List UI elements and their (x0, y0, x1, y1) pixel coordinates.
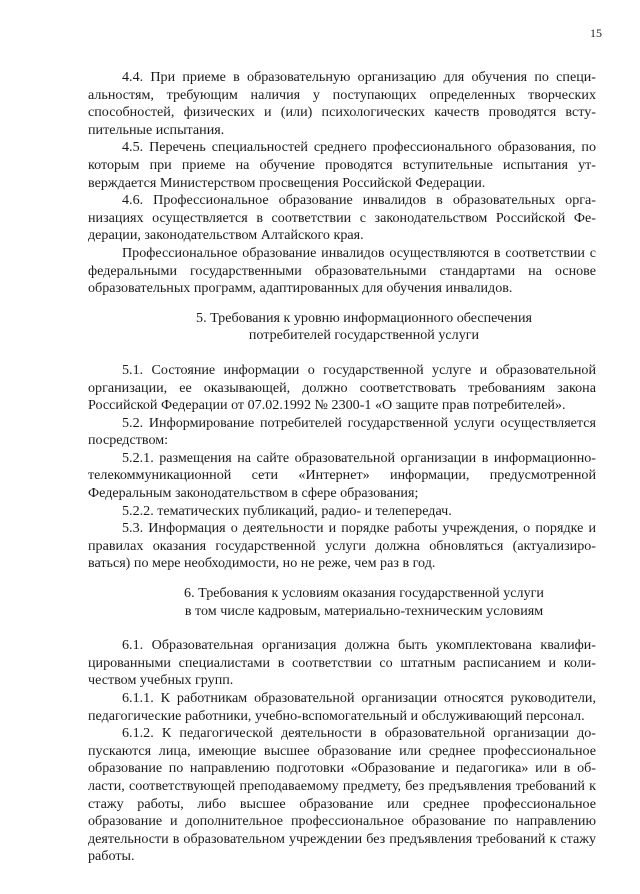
section-5-heading-line-1: 5. Требования к уровню информационного обеспечения (196, 309, 532, 326)
paragraph-4-6: 4.6. Профессиональное образование инвалидов в образовательных организациях осуществляется в соответствии с законодательством Российской Федерации, законодательством Алтайского края. (88, 192, 596, 244)
paragraph-4-5: 4.5. Перечень специальностей среднего профессионального образования, по которым при приеме на обучение проводятся вступительные испытания утверждается Министерством просвещения Российской Федерации. (88, 139, 596, 191)
paragraph-4-4: 4.4. При приеме в образовательную организацию для обучения по специальностям, требующим наличия у поступающих определенных творческих способностей, физических и (или) психологических качеств проводятся вступительные испытания. (88, 69, 596, 138)
spacer (88, 573, 596, 585)
spacer (88, 620, 596, 637)
paragraph-4-6-continued: Профессиональное образование инвалидов осуществляются в соответствии с федеральными государственными образовательными стандартами на основе образовательных программ, адаптированных для обучения инвалидов. (88, 244, 596, 297)
paragraph-5-2: 5.2. Информирование потребителей государственной услуги осуществляется посредством: (88, 414, 596, 449)
spacer (88, 345, 596, 362)
paragraph-5-2-2: 5.2.2. тематических публикаций, радио- и телепередач. (122, 502, 452, 519)
paragraph-6-1: 6.1. Образовательная организация должна быть укомплектована квалифицированными специалистами в соответствии со штатным расписанием и количеством учебных групп. (88, 637, 596, 689)
section-6-heading (88, 585, 596, 620)
paragraph-6-1-1: 6.1.1. К работникам образовательной организации относятся руководители, педагогические работники, учебно-вспомогательный и обслуживающий персонал. (88, 690, 596, 724)
section-6-heading-line-1: 6. Требования к условиям оказания государственной услуги (184, 585, 544, 602)
paragraph-5-3: 5.3. Информация о деятельности и порядке работы учреждения, о порядке и правилах оказания государственной услуги должна обновляться (актуализироваться) по мере необходимости, но не реже, чем раз в год. (88, 520, 596, 572)
paragraph-5-1: 5.1. Состояние информации о государственной услуге и образовательной организации, ее оказывающей, должно соответствовать требованиям закона Российской Федерации от 07.02.1992 № 2300-1 «О защите прав потребителей». (88, 361, 596, 414)
section-5-heading-line-2: потребителей государственной услуги (248, 327, 480, 344)
paragraph-6-1-2: 6.1.2. К педагогической деятельности в образовательной организации допускаются лица, имеющие высшее образование или среднее профессиональное образование по направлению подготовки «Образование и педагогика» или в области, соответствующей преподаваемому предмету, без предъявления требований к стажу работы, либо высшее образование или среднее профессиональное образование и дополнительное профессиональное образование по направлению деятельности в образовательном учреждении без предъявления требований к стажу работы. (88, 725, 596, 865)
section-6-heading-line-2: в том числе кадровым, материально-техническим условиям (184, 602, 544, 619)
spacer (88, 298, 596, 310)
section-5-heading (88, 310, 596, 345)
document-body (88, 69, 596, 866)
paragraph-5-2-1: 5.2.1. размещения на сайте образовательной организации в информационно-телекоммуникационной сети «Интернет» информации, предусмотренной Федеральным законодательством в сфере образования; (88, 449, 596, 502)
page-number: 15 (590, 26, 602, 40)
